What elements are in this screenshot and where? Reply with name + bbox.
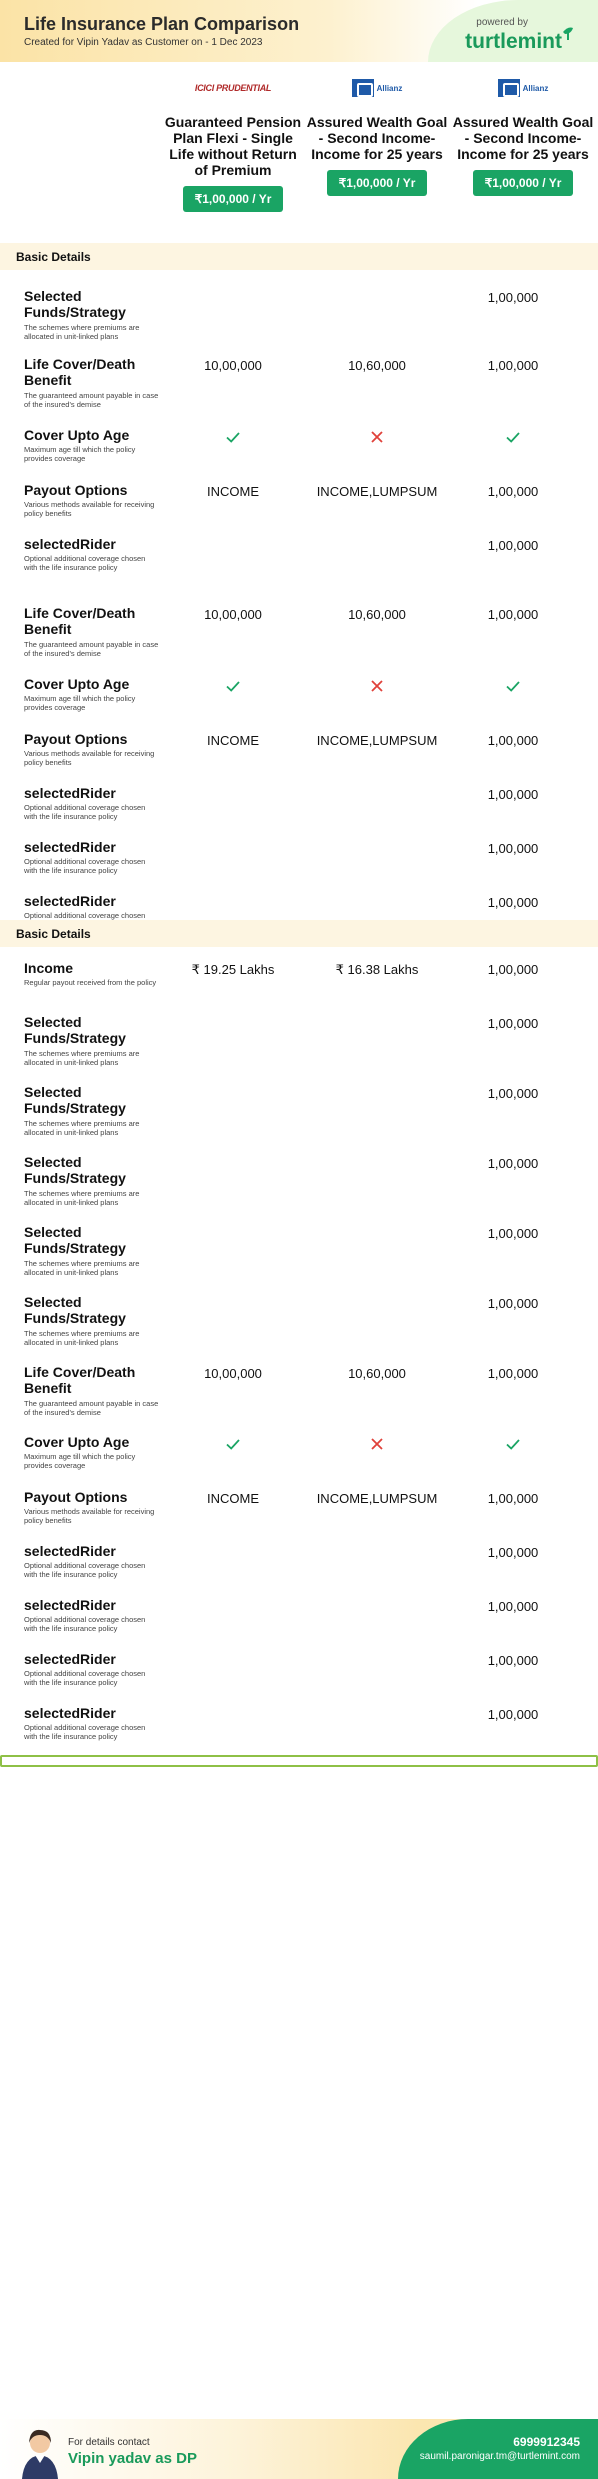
row-value: INCOME bbox=[207, 484, 259, 499]
bajaj-shield-icon bbox=[352, 79, 374, 97]
row-value: 1,00,000 bbox=[487, 733, 539, 748]
row-value: 1,00,000 bbox=[487, 787, 539, 802]
agent-name: Vipin yadav as DP bbox=[68, 2450, 197, 2467]
insurer-logo-text: Allianz bbox=[376, 83, 403, 93]
plan-name: Assured Wealth Goal - Second Income- Income for 25 years bbox=[306, 114, 448, 162]
row-label: Payout Options bbox=[24, 482, 128, 498]
row-value: 1,00,000 bbox=[487, 1545, 539, 1560]
row-label: Payout Options bbox=[24, 731, 128, 747]
row-value: INCOME,LUMPSUM bbox=[316, 484, 438, 499]
row-value: 1,00,000 bbox=[487, 1653, 539, 1668]
row-description: Optional additional coverage chosen with the life insurance policy bbox=[24, 1561, 146, 1579]
row-value: ₹ 19.25 Lakhs bbox=[191, 962, 275, 977]
row-label: Selected Funds/Strategy bbox=[24, 1224, 126, 1256]
row-value: INCOME,LUMPSUM bbox=[316, 1491, 438, 1506]
row-description: Optional additional coverage chosen with the life insurance policy bbox=[24, 1669, 146, 1687]
row-value: 10,00,000 bbox=[204, 607, 262, 622]
row-label: Selected Funds/Strategy bbox=[24, 1084, 126, 1116]
row-value: 1,00,000 bbox=[487, 607, 539, 622]
row-description: Various methods available for receiving policy benefits bbox=[24, 749, 155, 767]
row-value: 1,00,000 bbox=[487, 1599, 539, 1614]
row-label: Selected Funds/Strategy bbox=[24, 288, 126, 320]
row-label: Life Cover/Death Benefit bbox=[24, 1364, 136, 1396]
row-value: 1,00,000 bbox=[487, 358, 539, 373]
row-value: INCOME bbox=[207, 733, 259, 748]
contact-email[interactable]: saumil.paronigar.tm@turtlemint.com bbox=[419, 2451, 580, 2462]
check-icon bbox=[438, 678, 588, 697]
row-label: selectedRider bbox=[24, 1597, 116, 1613]
row-value: 10,00,000 bbox=[204, 1366, 262, 1381]
insurer-logo-bajaj bbox=[302, 62, 452, 114]
plan-column-1 bbox=[158, 62, 308, 212]
premium-button[interactable]: ₹1,00,000 / Yr bbox=[473, 170, 573, 196]
row-value: 1,00,000 bbox=[487, 1156, 539, 1171]
row-description: The guaranteed amount payable in case of the insured's demise bbox=[24, 1399, 159, 1417]
row-label: Payout Options bbox=[24, 1489, 128, 1505]
row-description: The schemes where premiums are allocated in unit-linked plans bbox=[24, 1119, 140, 1137]
row-label: Selected Funds/Strategy bbox=[24, 1294, 126, 1326]
plan-name: Assured Wealth Goal - Second Income- Income for 25 years bbox=[452, 114, 594, 162]
row-description: Optional additional coverage chosen with the life insurance policy bbox=[24, 554, 146, 572]
row-value: 1,00,000 bbox=[487, 1296, 539, 1311]
contact-footer bbox=[0, 2419, 598, 2479]
row-description: Various methods available for receiving policy benefits bbox=[24, 500, 155, 518]
row-description: The guaranteed amount payable in case of the insured's demise bbox=[24, 391, 159, 409]
plan-column-3 bbox=[448, 62, 598, 196]
page-title: Life Insurance Plan Comparison bbox=[24, 14, 300, 34]
table-end-divider bbox=[0, 1755, 598, 1767]
row-description: The schemes where premiums are allocated in unit-linked plans bbox=[24, 1259, 140, 1277]
row-description: Maximum age till which the policy provides coverage bbox=[24, 694, 136, 712]
row-description: Maximum age till which the policy provides coverage bbox=[24, 445, 136, 463]
row-description: Regular payout received from the policy bbox=[24, 978, 157, 987]
brand-logo: turtlemint bbox=[465, 30, 562, 53]
row-label: Selected Funds/Strategy bbox=[24, 1154, 126, 1186]
footer-contact-backdrop bbox=[398, 2419, 598, 2479]
leaf-icon bbox=[562, 26, 574, 40]
row-value: INCOME bbox=[207, 1491, 259, 1506]
cross-icon bbox=[302, 429, 452, 448]
check-icon bbox=[438, 429, 588, 448]
row-label: selectedRider bbox=[24, 1543, 116, 1559]
row-description: The schemes where premiums are allocated in unit-linked plans bbox=[24, 1329, 140, 1347]
row-description: Optional additional coverage chosen with the life insurance policy bbox=[24, 857, 146, 875]
row-value: 1,00,000 bbox=[487, 538, 539, 553]
row-label: selectedRider bbox=[24, 1705, 116, 1721]
insurer-logo-text: Allianz bbox=[522, 83, 549, 93]
row-description: Maximum age till which the policy provides coverage bbox=[24, 1452, 136, 1470]
check-icon bbox=[158, 429, 308, 448]
row-value: 1,00,000 bbox=[487, 1226, 539, 1241]
row-value: 1,00,000 bbox=[487, 484, 539, 499]
row-value: 1,00,000 bbox=[487, 841, 539, 856]
row-value: 10,60,000 bbox=[348, 607, 406, 622]
section-header: Basic Details bbox=[0, 920, 598, 947]
insurer-logo-bajaj bbox=[448, 62, 598, 114]
check-icon bbox=[158, 1436, 308, 1455]
row-label: selectedRider bbox=[24, 839, 116, 855]
row-value: 1,00,000 bbox=[487, 895, 539, 910]
row-description: The schemes where premiums are allocated in unit-linked plans bbox=[24, 1049, 140, 1067]
check-icon bbox=[438, 1436, 588, 1455]
row-label: Cover Upto Age bbox=[24, 1434, 130, 1450]
page-subtitle: Created for Vipin Yadav as Customer on - 1 Dec 2023 bbox=[24, 37, 263, 48]
row-label: selectedRider bbox=[24, 536, 116, 552]
row-label: Cover Upto Age bbox=[24, 676, 130, 692]
row-value: 1,00,000 bbox=[487, 962, 539, 977]
row-label: selectedRider bbox=[24, 1651, 116, 1667]
contact-phone[interactable]: 6999912345 bbox=[513, 2435, 580, 2449]
bajaj-shield-icon bbox=[498, 79, 520, 97]
row-value: 10,00,000 bbox=[204, 358, 262, 373]
plan-column-2 bbox=[302, 62, 452, 196]
check-icon bbox=[158, 678, 308, 697]
row-value: 1,00,000 bbox=[487, 1491, 539, 1506]
row-value: 10,60,000 bbox=[348, 358, 406, 373]
row-value: 1,00,000 bbox=[487, 1707, 539, 1722]
insurer-logo-text: ICICI PRUDENTIAL bbox=[194, 83, 272, 93]
row-label: Selected Funds/Strategy bbox=[24, 1014, 126, 1046]
row-label: selectedRider bbox=[24, 893, 116, 909]
row-value: 1,00,000 bbox=[487, 290, 539, 305]
row-description: Optional additional coverage chosen with the life insurance policy bbox=[24, 803, 146, 821]
row-label: selectedRider bbox=[24, 785, 116, 801]
cross-icon bbox=[302, 678, 452, 697]
contact-label: For details contact bbox=[68, 2437, 150, 2448]
premium-button[interactable]: ₹1,00,000 / Yr bbox=[327, 170, 427, 196]
plan-name: Guaranteed Pension Plan Flexi - Single Life without Return of Premium bbox=[164, 114, 302, 178]
row-label: Cover Upto Age bbox=[24, 427, 130, 443]
report-header bbox=[0, 0, 598, 62]
row-value: 1,00,000 bbox=[487, 1016, 539, 1031]
agent-avatar bbox=[18, 2425, 62, 2479]
row-value: 1,00,000 bbox=[487, 1366, 539, 1381]
plan-header-row bbox=[0, 62, 598, 238]
row-value: 1,00,000 bbox=[487, 1086, 539, 1101]
row-description: The schemes where premiums are allocated in unit-linked plans bbox=[24, 323, 140, 341]
row-value: INCOME,LUMPSUM bbox=[316, 733, 438, 748]
row-label: Life Cover/Death Benefit bbox=[24, 605, 136, 637]
row-value: ₹ 16.38 Lakhs bbox=[335, 962, 419, 977]
row-description: Optional additional coverage chosen with the life insurance policy bbox=[24, 1615, 146, 1633]
row-label: Income bbox=[24, 960, 74, 976]
insurer-logo-icici bbox=[158, 62, 308, 114]
row-description: Optional additional coverage chosen with the life insurance policy bbox=[24, 1723, 146, 1741]
row-value: 10,60,000 bbox=[348, 1366, 406, 1381]
premium-button[interactable]: ₹1,00,000 / Yr bbox=[183, 186, 283, 212]
cross-icon bbox=[302, 1436, 452, 1455]
section-header: Basic Details bbox=[0, 243, 598, 270]
row-label: Life Cover/Death Benefit bbox=[24, 356, 136, 388]
row-description: Optional additional coverage chosen bbox=[24, 911, 146, 920]
row-description: Various methods available for receiving policy benefits bbox=[24, 1507, 155, 1525]
powered-by-label: powered by bbox=[476, 17, 528, 28]
row-description: The schemes where premiums are allocated in unit-linked plans bbox=[24, 1189, 140, 1207]
row-description: The guaranteed amount payable in case of the insured's demise bbox=[24, 640, 159, 658]
